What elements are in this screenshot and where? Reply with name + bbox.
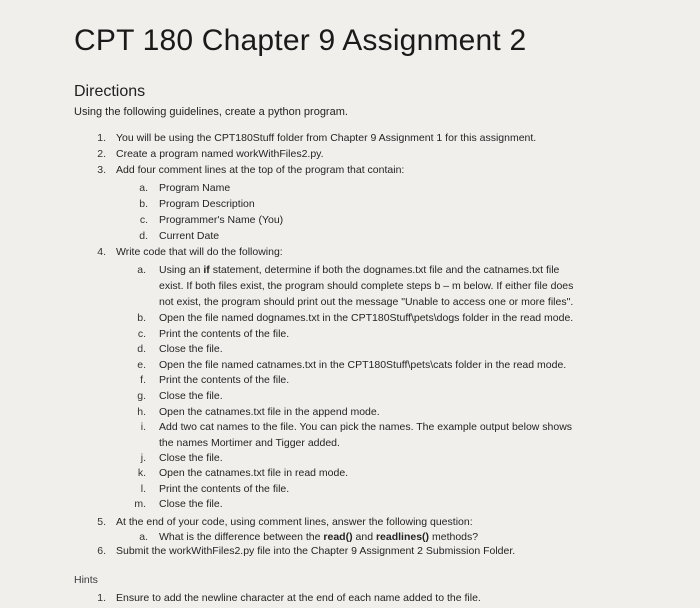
list-number: 1. [97,132,106,144]
sublist-item: Close the file. [159,498,223,510]
text-run: What is the difference between the [159,531,324,543]
sublist-letter: m. [134,498,146,510]
list-item: Submit the workWithFiles2.py file into the Chapter 9 Assignment 2 Submission Folder. [116,545,516,557]
sublist-letter: j. [140,452,146,464]
sublist-item-continued: the names Mortimer and Tigger added. [159,437,340,449]
sublist-item: Close the file. [159,452,223,464]
sublist-letter: i. [140,421,146,433]
sublist-letter: d. [139,230,148,242]
intro-text: Using the following guidelines, create a python program. [74,106,348,118]
list-number: 2. [97,148,106,160]
bold-method-name: read() [323,531,353,543]
list-number: 6. [97,545,106,557]
sublist-letter: a. [139,182,148,194]
sublist-item: Open the catnames.txt file in read mode. [159,467,349,479]
sublist-letter: b. [137,312,146,324]
sublist-item: Close the file. [159,390,223,402]
hint-item: Ensure to add the newline character at the end of each name added to the file. [116,592,481,604]
bold-keyword: if [203,264,210,276]
list-number: 4. [97,246,106,258]
text-run: and [352,531,376,543]
sublist-letter: d. [137,343,146,355]
sublist-item: Close the file. [159,343,223,355]
sublist-letter: l. [140,483,146,495]
directions-heading: Directions [74,83,146,100]
list-number: 5. [97,516,106,528]
sublist-letter: a. [137,264,146,276]
sublist-letter: c. [137,328,146,340]
list-number: 3. [97,164,106,176]
page-title: CPT 180 Chapter 9 Assignment 2 [74,24,527,57]
sublist-letter: e. [137,359,146,371]
sublist-item-continued: exist. If both files exist, the program should complete steps b – m below. If either file does [159,280,574,292]
text-run: Using an [159,264,204,276]
sublist-item: Print the contents of the file. [159,374,290,386]
sublist-item-continued: not exist, the program should print out the message "Unable to access one or more files". [159,296,574,308]
sublist-letter: h. [137,406,146,418]
sublist-item: Print the contents of the file. [159,483,290,495]
hints-heading: Hints [74,574,98,586]
bold-method-name: readlines() [375,531,430,543]
sublist-letter: f. [140,374,146,386]
sublist-item: Programmer's Name (You) [159,214,284,226]
list-item: Write code that will do the following: [116,246,283,258]
sublist-item: Open the catnames.txt file in the append mode. [159,406,380,418]
list-item: Create a program named workWithFiles2.py. [116,148,324,160]
text-run: methods? [429,531,479,543]
list-item: Add four comment lines at the top of the program that contain: [116,164,405,176]
list-item: You will be using the CPT180Stuff folder from Chapter 9 Assignment 1 for this assignment. [116,132,537,144]
hint-number: 1. [97,592,106,604]
sublist-letter: a. [139,531,148,543]
sublist-item [159,531,478,543]
sublist-item: Program Name [159,182,231,194]
sublist-item: Open the file named dognames.txt in the CPT180Stuff\pets\dogs folder in the read mode. [159,312,574,324]
sublist-item: Open the file named catnames.txt in the CPT180Stuff\pets\cats folder in the read mode. [159,359,567,371]
sublist-letter: c. [139,214,148,226]
sublist-item [159,264,559,276]
sublist-item: Current Date [159,230,220,242]
sublist-item: Program Description [159,198,255,210]
sublist-item: Add two cat names to the file. You can pick the names. The example output below shows [159,421,573,433]
sublist-letter: b. [139,198,148,210]
text-run: statement, determine if both the dognames.txt file and the catnames.txt file [209,264,560,276]
list-item: At the end of your code, using comment lines, answer the following question: [116,516,473,528]
sublist-letter: k. [137,467,146,479]
sublist-letter: g. [137,390,146,402]
sublist-item: Print the contents of the file. [159,328,290,340]
